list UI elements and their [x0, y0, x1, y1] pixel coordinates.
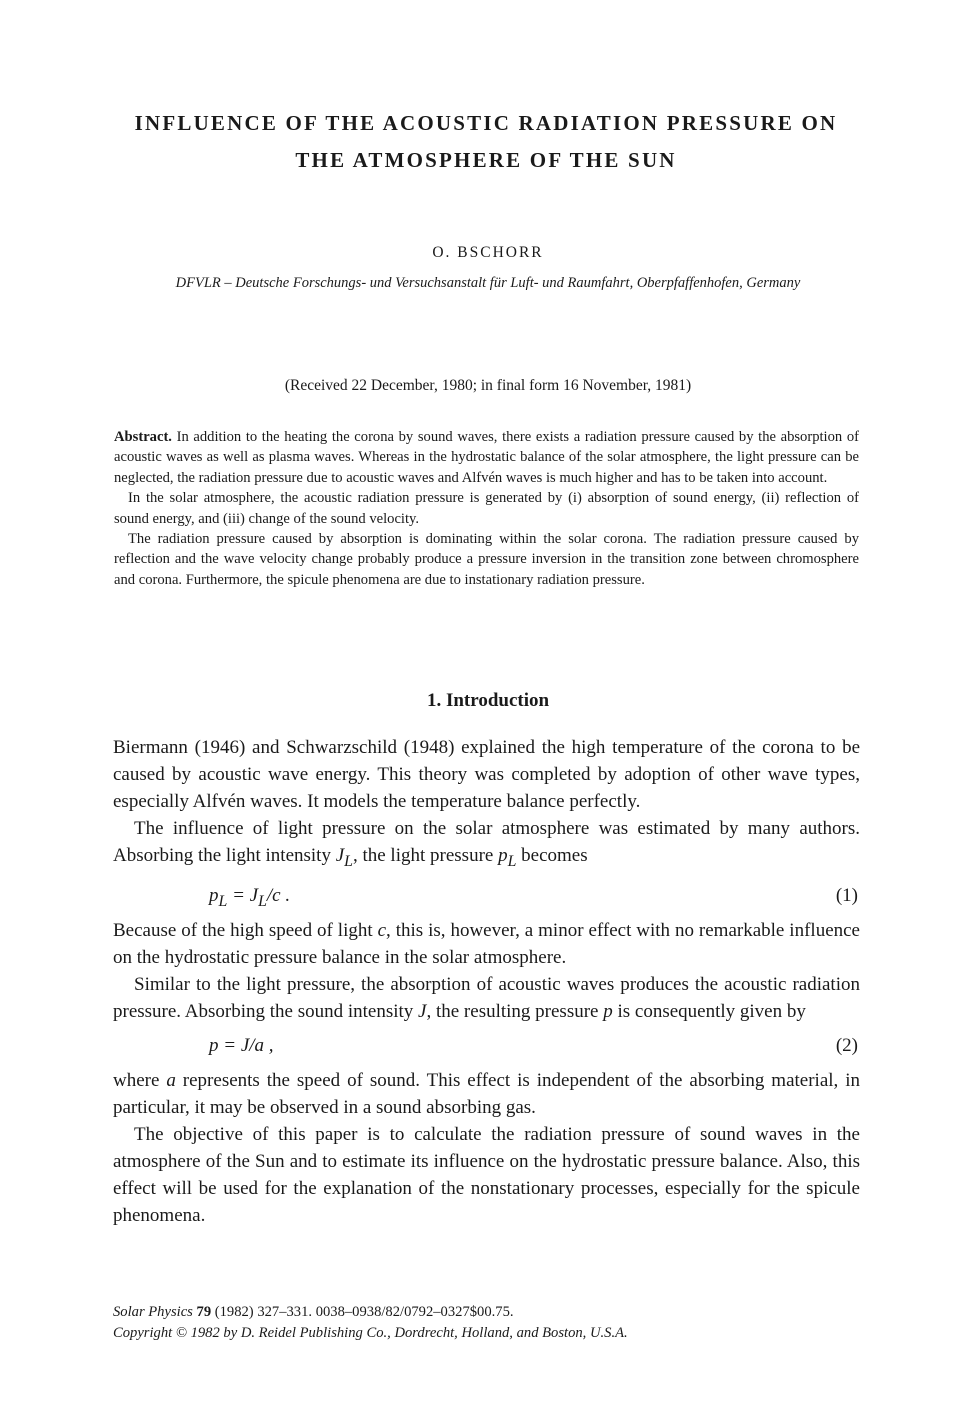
page-footer	[113, 1302, 873, 1344]
journal-name: Solar Physics	[113, 1304, 193, 1320]
abstract-paragraph-3: The radiation pressure caused by absorption is dominating within the solar corona. The radiation pressure caused by reflection and the wave velocity change probably produce a pressure inversion in the transition zone between chromosphere and corona. Furthermore, the spicule phenomena are due to instationary radiation pressure.	[114, 531, 859, 588]
section-body	[113, 734, 860, 1229]
body-paragraph-1: Biermann (1946) and Schwarzschild (1948) explained the high temperature of the corona to be caused by acoustic wave energy. This theory was completed by adoption of other wave types, especially Alfvén waves. It models the temperature balance perfectly.	[113, 737, 860, 812]
received-dates: (Received 22 December, 1980; in final form 16 November, 1981)	[284, 377, 692, 394]
body-paragraph-4: Similar to the light pressure, the absorption of acoustic waves produces the acoustic radiation pressure. Absorbing the sound intensity J, the resulting pressure p is consequently given by	[113, 973, 860, 1022]
equation-1-expression: $p_L = J_L/c$ .	[209, 884, 291, 910]
section-heading: 1. Introduction	[426, 690, 550, 711]
abstract-paragraph-2: In the solar atmosphere, the acoustic radiation pressure is generated by (i) absorption of sound energy, (ii) reflection of sound energy, and (iii) change of the sound velocity.	[114, 490, 859, 527]
body-paragraph-3: Because of the high speed of light c, this is, however, a minor effect with no remarkable influence on the hydrostatic pressure balance in the solar atmosphere.	[113, 919, 860, 968]
abstract-paragraph-1	[114, 427, 859, 488]
body-paragraph-6: The objective of this paper is to calculate the radiation pressure of sound waves in the atmosphere of the Sun and to estimate its influence on the hydrostatic pressure balance. Also, this effect will be used for the explanation of the nonstationary processes, especially for the spicule phenomena.	[113, 1123, 860, 1226]
body-paragraph-5: where a represents the speed of sound. This effect is independent of the absorbing material, in particular, it may be observed in a sound absorbing gas.	[113, 1069, 861, 1118]
citation-details: (1982) 327–331. 0038–0938/82/0792–0327$00.75.	[211, 1304, 514, 1320]
title-line-2: THE ATMOSPHERE OF THE SUN	[295, 148, 677, 172]
body-paragraph-2: The influence of light pressure on the solar atmosphere was estimated by many authors. Absorbing the light intensity $J_L$, the light pressure $p_L$ becomes	[113, 818, 860, 870]
equation-2	[113, 1025, 860, 1067]
abstract-label: Abstract.	[114, 429, 172, 445]
author-name: O. BSCHORR	[432, 244, 544, 261]
citation-line	[113, 1302, 873, 1323]
equation-2-number: (2)	[835, 1034, 858, 1056]
abstract	[114, 427, 859, 590]
equation-1	[113, 875, 860, 917]
equation-1-number: (1)	[835, 884, 858, 906]
author-affiliation: DFVLR – Deutsche Forschungs- und Versuchsanstalt für Luft- und Raumfahrt, Oberpfaffenhofen, Germany	[175, 275, 801, 291]
journal-volume: 79	[196, 1304, 212, 1320]
equation-2-expression: p = J/a ,	[209, 1034, 274, 1056]
paper-title	[100, 105, 872, 179]
title-line-1: INFLUENCE OF THE ACOUSTIC RADIATION PRESSURE ON	[134, 111, 838, 135]
abstract-text-1: In addition to the heating the corona by sound waves, there exists a radiation pressure caused by the absorption of acoustic waves as well as plasma waves. Whereas in the hydrostatic balance of the solar atmosphere, the light pressure can be neglected, the radiation pressure due to acoustic waves and Alfvén waves is much higher and has to be taken into account.	[114, 429, 859, 486]
copyright-line: Copyright © 1982 by D. Reidel Publishing Co., Dordrecht, Holland, and Boston, U.S.A.	[113, 1325, 628, 1341]
